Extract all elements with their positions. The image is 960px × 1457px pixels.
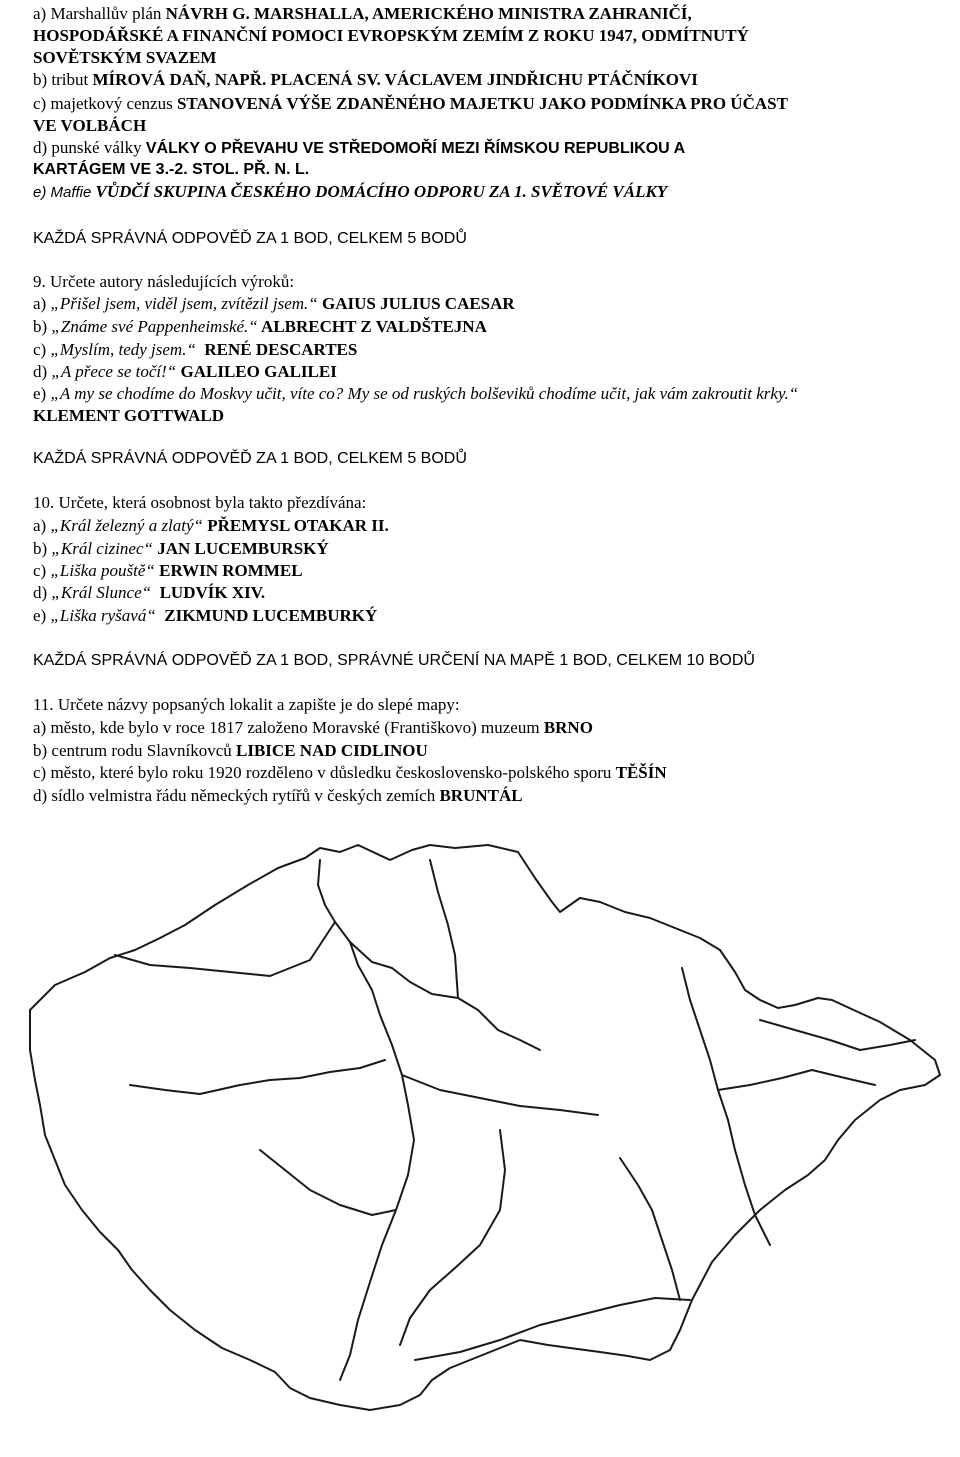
q11-c-answer: TĚŠÍN xyxy=(615,763,667,782)
river-morava xyxy=(682,968,770,1245)
river-becva xyxy=(718,1070,875,1090)
q8-a-answer: NÁVRH G. MARSHALLA, AMERICKÉHO MINISTRA ZAHRANIČÍ, xyxy=(165,4,692,23)
river-otava xyxy=(260,1150,396,1215)
q10-d-letter: d) xyxy=(33,583,52,602)
q9-title: 9. Určete autory následujících výroků: xyxy=(33,272,295,291)
map-border xyxy=(30,845,940,1410)
river-luznice xyxy=(400,1130,505,1345)
q9-d-answer: GALILEO GALILEI xyxy=(176,362,337,381)
q10-b-quote: „Král cizinec“ xyxy=(51,539,153,558)
q9-a-quote: „Přišel jsem, viděl jsem, zvítězil jsem.“ xyxy=(50,294,318,313)
q8-c-term: c) majetkový cenzus xyxy=(33,94,177,113)
q9-e-answer: KLEMENT GOTTWALD xyxy=(33,406,224,425)
q8-b-answer: MÍROVÁ DAŇ, NAPŘ. PLACENÁ SV. VÁCLAVEM JINDŘICHU PTÁČNÍKOVI xyxy=(92,70,698,89)
q8-d-answer-line2: KARTÁGEM VE 3.-2. STOL. PŘ. N. L. xyxy=(33,161,310,178)
q9-score: KAŽDÁ SPRÁVNÁ ODPOVĚĎ ZA 1 BOD, CELKEM 5 BODŮ xyxy=(33,450,467,467)
river-ohre xyxy=(115,922,335,976)
q10-e-quote: „Liška ryšavá“ xyxy=(50,606,156,625)
q9-b-answer: ALBRECHT Z VALDŠTEJNA xyxy=(257,317,487,336)
river-svratka xyxy=(620,1158,680,1300)
q9-c-answer: RENÉ DESCARTES xyxy=(195,340,358,359)
q10-d-answer: LUDVÍK XIV. xyxy=(151,583,266,602)
river-sazava xyxy=(402,1075,598,1115)
q10-e-answer: ZIKMUND LUCEMBURKÝ xyxy=(155,606,378,625)
q9-d-quote: „A přece se točí!“ xyxy=(51,362,177,381)
river-labe xyxy=(318,860,540,1050)
q9-b-letter: b) xyxy=(33,317,52,336)
q9-c-quote: „Myslím, tedy jsem.“ xyxy=(50,340,196,359)
river-jizera xyxy=(430,860,458,998)
q9-c-letter: c) xyxy=(33,340,51,359)
q10-a-quote: „Král železný a zlatý“ xyxy=(50,516,204,535)
q9-a-answer: GAIUS JULIUS CAESAR xyxy=(317,294,515,313)
q10-score: KAŽDÁ SPRÁVNÁ ODPOVĚĎ ZA 1 BOD, SPRÁVNÉ URČENÍ NA MAPĚ 1 BOD, CELKEM 10 BODŮ xyxy=(33,652,755,669)
q10-a-answer: PŘEMYSL OTAKAR II. xyxy=(203,516,389,535)
q11-a-answer: BRNO xyxy=(543,718,593,737)
q8-b-term: b) tribut xyxy=(33,70,93,89)
q10-b-letter: b) xyxy=(33,539,52,558)
q8-d-answer: VÁLKY O PŘEVAHU VE STŘEDOMOŘÍ MEZI ŘÍMSKOU REPUBLIKOU A xyxy=(145,140,686,157)
q11-b-text: b) centrum rodu Slavníkovců xyxy=(33,741,237,760)
river-vltava xyxy=(340,942,414,1380)
q8-a-answer-line2: HOSPODÁŘSKÉ A FINANČNÍ POMOCI EVROPSKÝM ZEMÍM Z ROKU 1947, ODMÍTNUTÝ xyxy=(33,26,749,45)
q8-score: KAŽDÁ SPRÁVNÁ ODPOVĚĎ ZA 1 BOD, CELKEM 5 BODŮ xyxy=(33,230,467,247)
q11-d-text: d) sídlo velmistra řádu německých rytířů v českých zemích xyxy=(33,786,440,805)
q9-d-letter: d) xyxy=(33,362,52,381)
q11-c-text: c) město, které bylo roku 1920 rozděleno v důsledku československo-polského sporu xyxy=(33,763,616,782)
q11-b-answer: LIBICE NAD CIDLINOU xyxy=(236,741,428,760)
q9-a-letter: a) xyxy=(33,294,51,313)
river-odra xyxy=(760,1020,915,1050)
q9-e-quote: „A my se chodíme do Moskvy učit, víte co? My se od ruských bolševiků chodíme učit, jak vám zakroutit krky.“ xyxy=(50,384,799,403)
q8-a-answer-line3: SOVĚTSKÝM SVAZEM xyxy=(33,48,217,67)
q8-c-answer: STANOVENÁ VÝŠE ZDANĚNÉHO MAJETKU JAKO PODMÍNKA PRO ÚČAST xyxy=(176,94,788,113)
q10-d-quote: „Král Slunce“ xyxy=(51,583,152,602)
q9-e-letter: e) xyxy=(33,384,51,403)
q10-b-answer: JAN LUCEMBURSKÝ xyxy=(152,539,329,558)
q8-e-answer: VŮDČÍ SKUPINA ČESKÉHO DOMÁCÍHO ODPORU ZA 1. SVĚTOVÉ VÁLKY xyxy=(95,182,668,201)
q10-a-letter: a) xyxy=(33,516,51,535)
river-dyje xyxy=(415,1298,690,1360)
river-berounka xyxy=(130,1060,385,1094)
q11-a-text: a) město, kde bylo v roce 1817 založeno Moravské (Františkovo) muzeum xyxy=(33,718,544,737)
q10-e-letter: e) xyxy=(33,606,51,625)
q10-title: 10. Určete, která osobnost byla takto přezdívána: xyxy=(33,493,367,512)
q8-a-term: a) Marshallův plán xyxy=(33,4,166,23)
q8-e-term: e) Maffie xyxy=(33,184,96,201)
q11-title: 11. Určete názvy popsaných lokalit a zapište je do slepé mapy: xyxy=(33,695,460,714)
q10-c-quote: „Liška pouště“ xyxy=(50,561,155,580)
q11-d-answer: BRUNTÁL xyxy=(439,786,523,805)
q9-b-quote: „Známe své Pappenheimské.“ xyxy=(51,317,258,336)
q10-c-letter: c) xyxy=(33,561,51,580)
q10-c-answer: ERWIN ROMMEL xyxy=(154,561,303,580)
q8-c-answer-line2: VE VOLBÁCH xyxy=(33,116,147,135)
q8-d-term: d) punské války xyxy=(33,138,146,157)
